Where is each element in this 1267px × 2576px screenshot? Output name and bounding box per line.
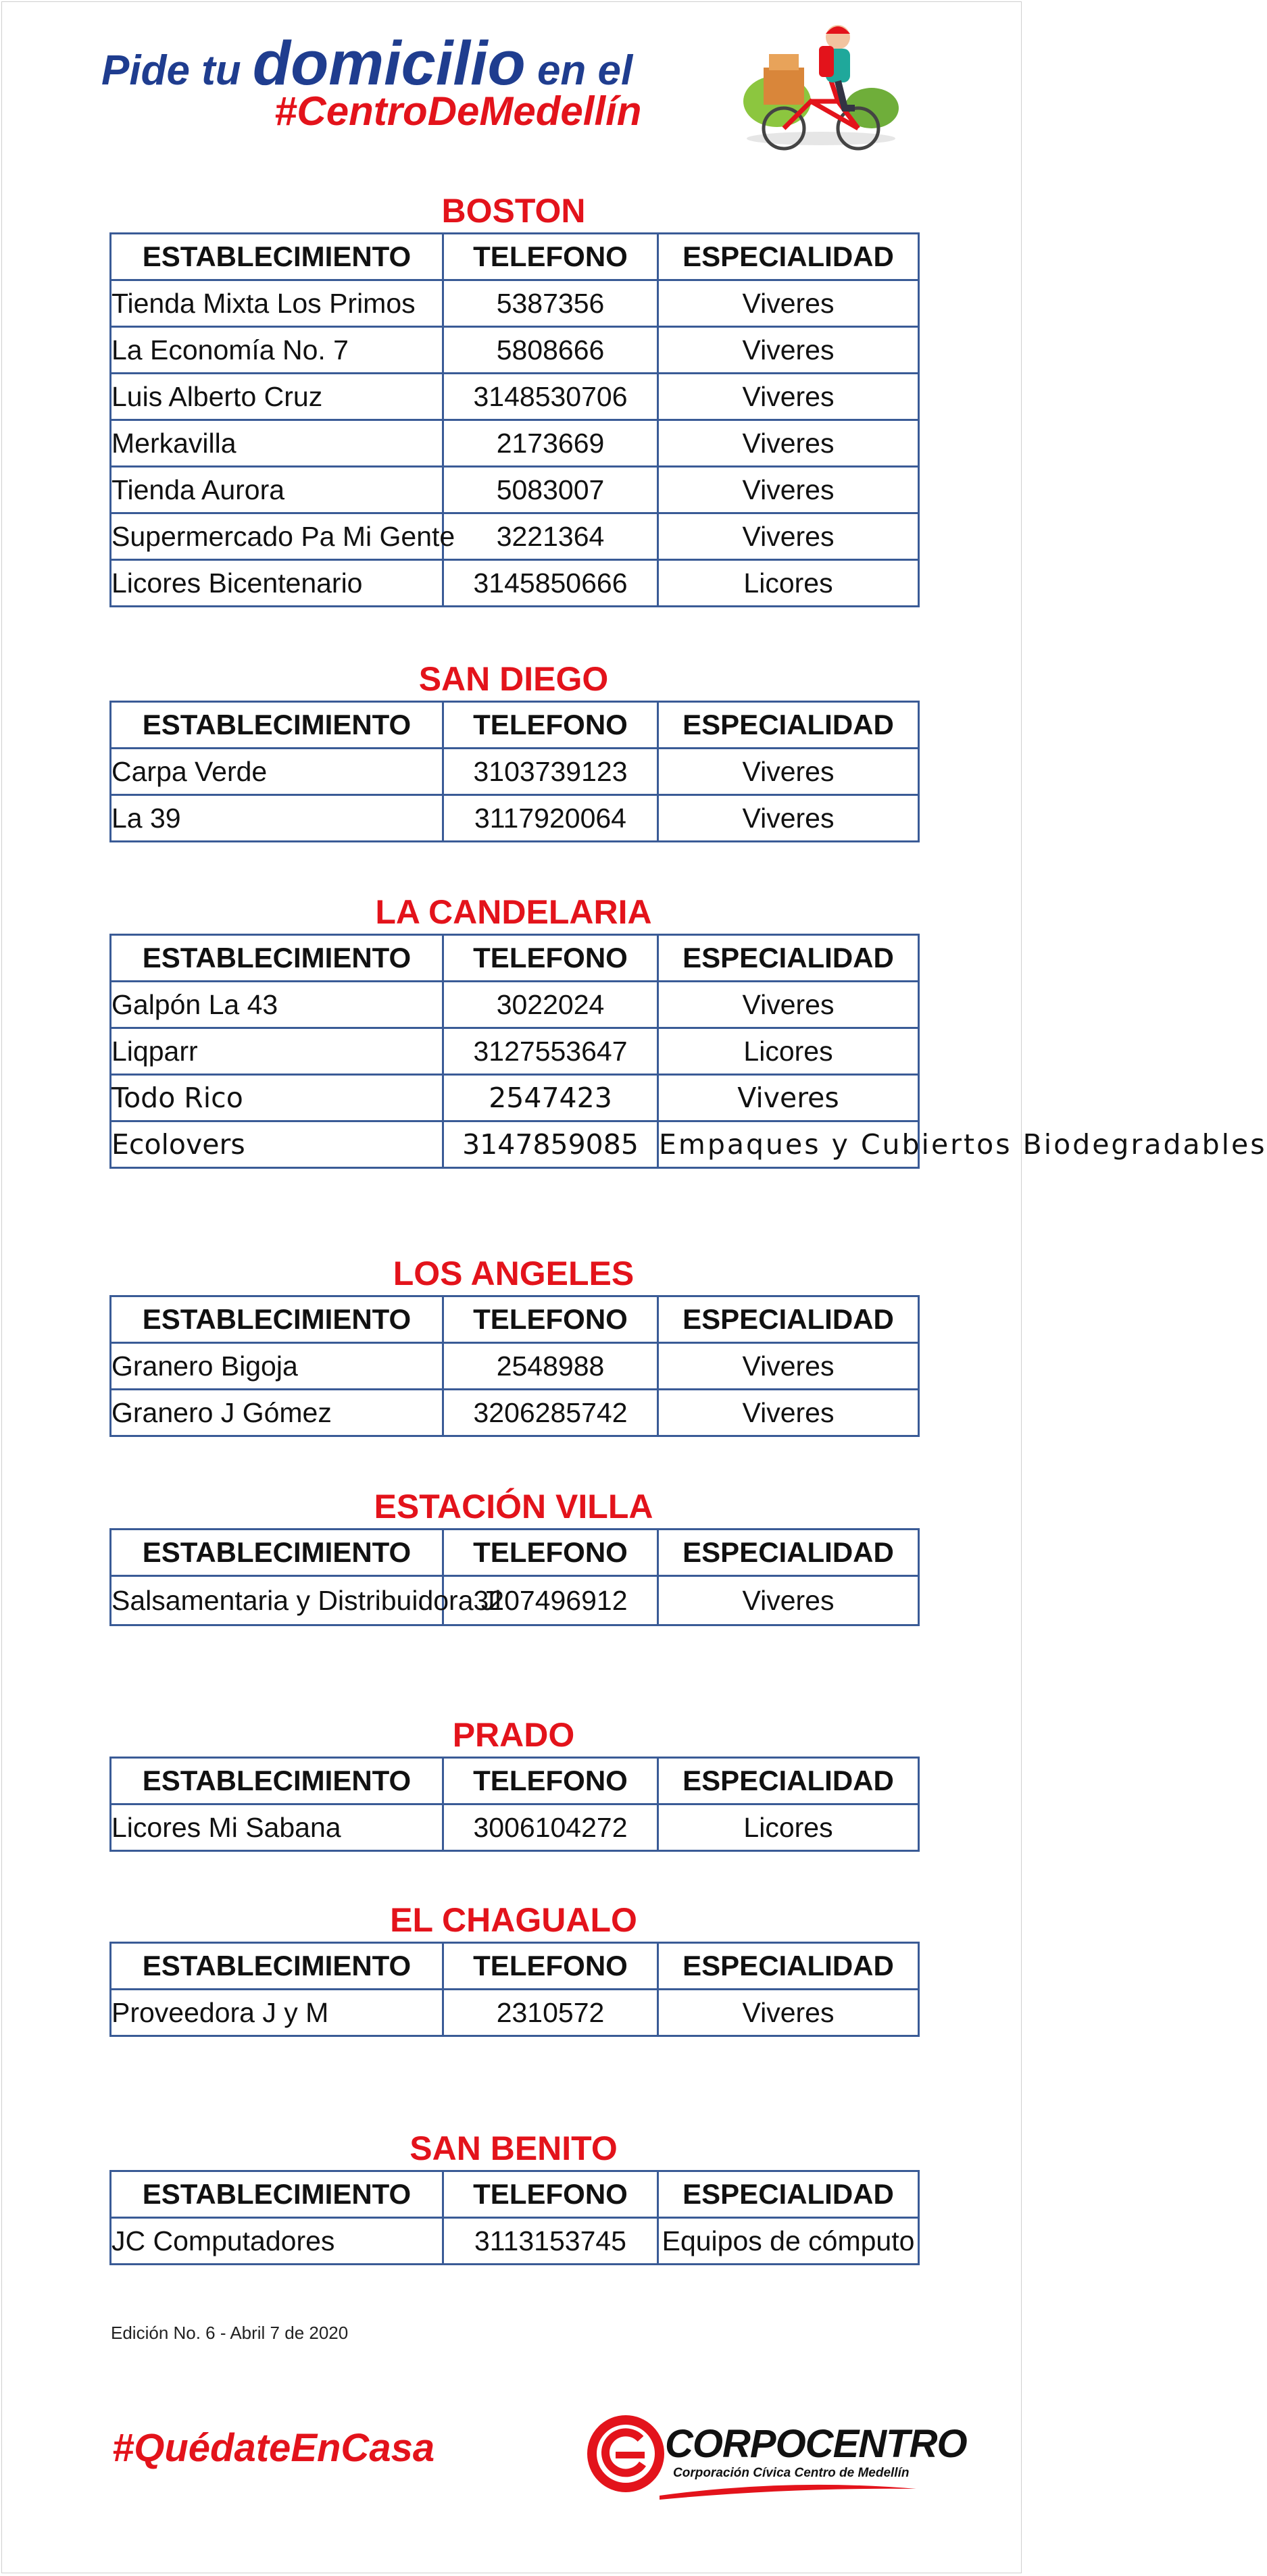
establishment-name: Liqparr: [111, 1028, 443, 1075]
column-header-specialty: ESPECIALIDAD: [658, 1758, 919, 1804]
specialty: Viveres: [658, 1343, 919, 1390]
section-title: LA CANDELARIA: [375, 893, 652, 931]
column-header-specialty: ESPECIALIDAD: [658, 1943, 919, 1990]
specialty: Viveres: [658, 1576, 919, 1625]
delivery-rider-icon: [737, 7, 905, 155]
section-prado: [109, 1715, 918, 1852]
establishment-name: Proveedora J y M: [111, 1990, 443, 2036]
establishment-name: Galpón La 43: [111, 982, 443, 1028]
specialty: Licores: [658, 1804, 919, 1851]
column-header-specialty: ESPECIALIDAD: [658, 234, 919, 280]
table-row: [111, 513, 919, 560]
phone-number: 3148530706: [443, 374, 658, 420]
column-header-phone: TELEFONO: [443, 1943, 658, 1990]
section-title: BOSTON: [441, 192, 586, 230]
establishment-name: Carpa Verde: [111, 749, 443, 795]
section-san-benito: [109, 2128, 918, 2265]
listing-table: [109, 1528, 920, 1626]
table-row: [111, 1804, 919, 1851]
specialty: Viveres: [658, 467, 919, 513]
corpocentro-logo: [585, 2413, 967, 2501]
specialty: Viveres: [658, 1390, 919, 1436]
specialty: Viveres: [658, 795, 919, 842]
column-header-phone: TELEFONO: [443, 1296, 658, 1343]
establishment-name: JC Computadores: [111, 2218, 443, 2265]
column-header-specialty: ESPECIALIDAD: [658, 702, 919, 749]
table-header-row: [111, 1530, 919, 1576]
column-header-establishment: ESTABLECIMIENTO: [111, 1296, 443, 1343]
establishment-name: Granero Bigoja: [111, 1343, 443, 1390]
table-row: [111, 1121, 919, 1168]
listing-table: [109, 701, 920, 842]
phone-number: 3022024: [443, 982, 658, 1028]
section-los-angeles: [109, 1253, 918, 1437]
section-el-chagualo: [109, 1900, 918, 2037]
table-row: [111, 795, 919, 842]
listing-table: [109, 1295, 920, 1437]
establishment-name: La 39: [111, 795, 443, 842]
column-header-phone: TELEFONO: [443, 702, 658, 749]
table-row: [111, 1075, 919, 1121]
phone-number: 3103739123: [443, 749, 658, 795]
edition-note: Edición No. 6 - Abril 7 de 2020: [111, 2323, 349, 2343]
establishment-name: Ecolovers: [111, 1121, 443, 1168]
table-row: [111, 1028, 919, 1075]
table-header-row: [111, 1943, 919, 1990]
column-header-phone: TELEFONO: [443, 1530, 658, 1576]
logo-swoosh-icon: [660, 2481, 916, 2501]
phone-number: 5387356: [443, 280, 658, 327]
specialty: Viveres: [658, 749, 919, 795]
logo-subtitle: Corporación Cívica Centro de Medellín: [673, 2466, 910, 2480]
table-header-row: [111, 2171, 919, 2218]
phone-number: 2310572: [443, 1990, 658, 2036]
column-header-phone: TELEFONO: [443, 935, 658, 982]
establishment-name: Licores Mi Sabana: [111, 1804, 443, 1851]
section-san-diego: [109, 659, 918, 842]
table-row: [111, 1990, 919, 2036]
header-title-suffix: en el: [525, 47, 633, 94]
establishment-name: La Economía No. 7: [111, 327, 443, 374]
section-title: LOS ANGELES: [393, 1255, 635, 1292]
phone-number: 3145850666: [443, 560, 658, 607]
specialty: Viveres: [658, 420, 919, 467]
column-header-establishment: ESTABLECIMIENTO: [111, 702, 443, 749]
specialty: Viveres: [658, 280, 919, 327]
table-row: [111, 982, 919, 1028]
establishment-name: Todo Rico: [111, 1075, 443, 1121]
specialty: Viveres: [658, 1075, 919, 1121]
table-header-row: [111, 935, 919, 982]
phone-number: 2173669: [443, 420, 658, 467]
establishment-name: Tienda Aurora: [111, 467, 443, 513]
section-title: EL CHAGUALO: [390, 1901, 637, 1939]
section-estacion-villa: [109, 1486, 918, 1626]
establishment-name: Merkavilla: [111, 420, 443, 467]
table-header-row: [111, 1296, 919, 1343]
specialty: Viveres: [658, 1990, 919, 2036]
column-header-establishment: ESTABLECIMIENTO: [111, 935, 443, 982]
phone-number: 3006104272: [443, 1804, 658, 1851]
table-row: [111, 467, 919, 513]
column-header-phone: TELEFONO: [443, 234, 658, 280]
header-hashtag: #CentroDeMedellín: [274, 89, 642, 134]
table-row: [111, 280, 919, 327]
table-row: [111, 374, 919, 420]
section-title: SAN DIEGO: [418, 660, 609, 698]
specialty: Licores: [658, 560, 919, 607]
table-row: [111, 560, 919, 607]
phone-number: 3127553647: [443, 1028, 658, 1075]
table-row: [111, 2218, 919, 2265]
column-header-phone: TELEFONO: [443, 1758, 658, 1804]
specialty: Viveres: [658, 513, 919, 560]
corpocentro-logo-icon: [585, 2413, 666, 2494]
phone-number: 2547423: [443, 1075, 658, 1121]
phone-number: 3113153745: [443, 2218, 658, 2265]
phone-number: 5808666: [443, 327, 658, 374]
establishment-name: Licores Bicentenario: [111, 560, 443, 607]
column-header-establishment: ESTABLECIMIENTO: [111, 1530, 443, 1576]
table-row: [111, 420, 919, 467]
specialty: Viveres: [658, 327, 919, 374]
phone-number: 3147859085: [443, 1121, 658, 1168]
column-header-establishment: ESTABLECIMIENTO: [111, 1758, 443, 1804]
specialty: Empaques y Cubiertos Biodegradables: [658, 1121, 919, 1168]
header-title-emphasis: domicilio: [252, 29, 526, 98]
section-title: SAN BENITO: [409, 2129, 618, 2167]
section-boston: [109, 191, 918, 607]
table-header-row: [111, 1758, 919, 1804]
specialty: Licores: [658, 1028, 919, 1075]
phone-number: 5083007: [443, 467, 658, 513]
listing-table: [109, 1757, 920, 1852]
phone-number: 3206285742: [443, 1390, 658, 1436]
phone-number: 3221364: [443, 513, 658, 560]
specialty: Equipos de cómputo: [658, 2218, 919, 2265]
table-header-row: [111, 702, 919, 749]
column-header-specialty: ESPECIALIDAD: [658, 1530, 919, 1576]
establishment-name: Salsamentaria y Distribuidora Jl: [111, 1576, 443, 1625]
column-header-establishment: ESTABLECIMIENTO: [111, 1943, 443, 1990]
listing-table: [109, 232, 920, 607]
footer-hashtag: #QuédateEnCasa: [112, 2426, 435, 2470]
listing-table: [109, 1942, 920, 2037]
header-title-prefix: Pide tu: [101, 47, 253, 94]
establishment-name: Luis Alberto Cruz: [111, 374, 443, 420]
specialty: Viveres: [658, 374, 919, 420]
table-row: [111, 327, 919, 374]
phone-number: 3117920064: [443, 795, 658, 842]
table-row: [111, 1576, 919, 1625]
column-header-establishment: ESTABLECIMIENTO: [111, 2171, 443, 2218]
section-la-candelaria: [109, 892, 1267, 1169]
phone-number: 2548988: [443, 1343, 658, 1390]
specialty: Viveres: [658, 982, 919, 1028]
listing-table: [109, 2170, 920, 2265]
establishment-name: Supermercado Pa Mi Gente: [111, 513, 443, 560]
column-header-establishment: ESTABLECIMIENTO: [111, 234, 443, 280]
table-row: [111, 1343, 919, 1390]
column-header-phone: TELEFONO: [443, 2171, 658, 2218]
table-header-row: [111, 234, 919, 280]
listing-table: [109, 934, 1267, 1169]
column-header-specialty: ESPECIALIDAD: [658, 2171, 919, 2218]
establishment-name: Granero J Gómez: [111, 1390, 443, 1436]
column-header-specialty: ESPECIALIDAD: [658, 1296, 919, 1343]
section-title: ESTACIÓN VILLA: [374, 1488, 653, 1525]
table-row: [111, 1390, 919, 1436]
column-header-specialty: ESPECIALIDAD: [658, 935, 919, 982]
table-row: [111, 749, 919, 795]
phone-number: 3207496912: [443, 1576, 658, 1625]
section-title: PRADO: [452, 1716, 575, 1754]
logo-name: CORPOCENTRO: [665, 2422, 967, 2466]
establishment-name: Tienda Mixta Los Primos: [111, 280, 443, 327]
